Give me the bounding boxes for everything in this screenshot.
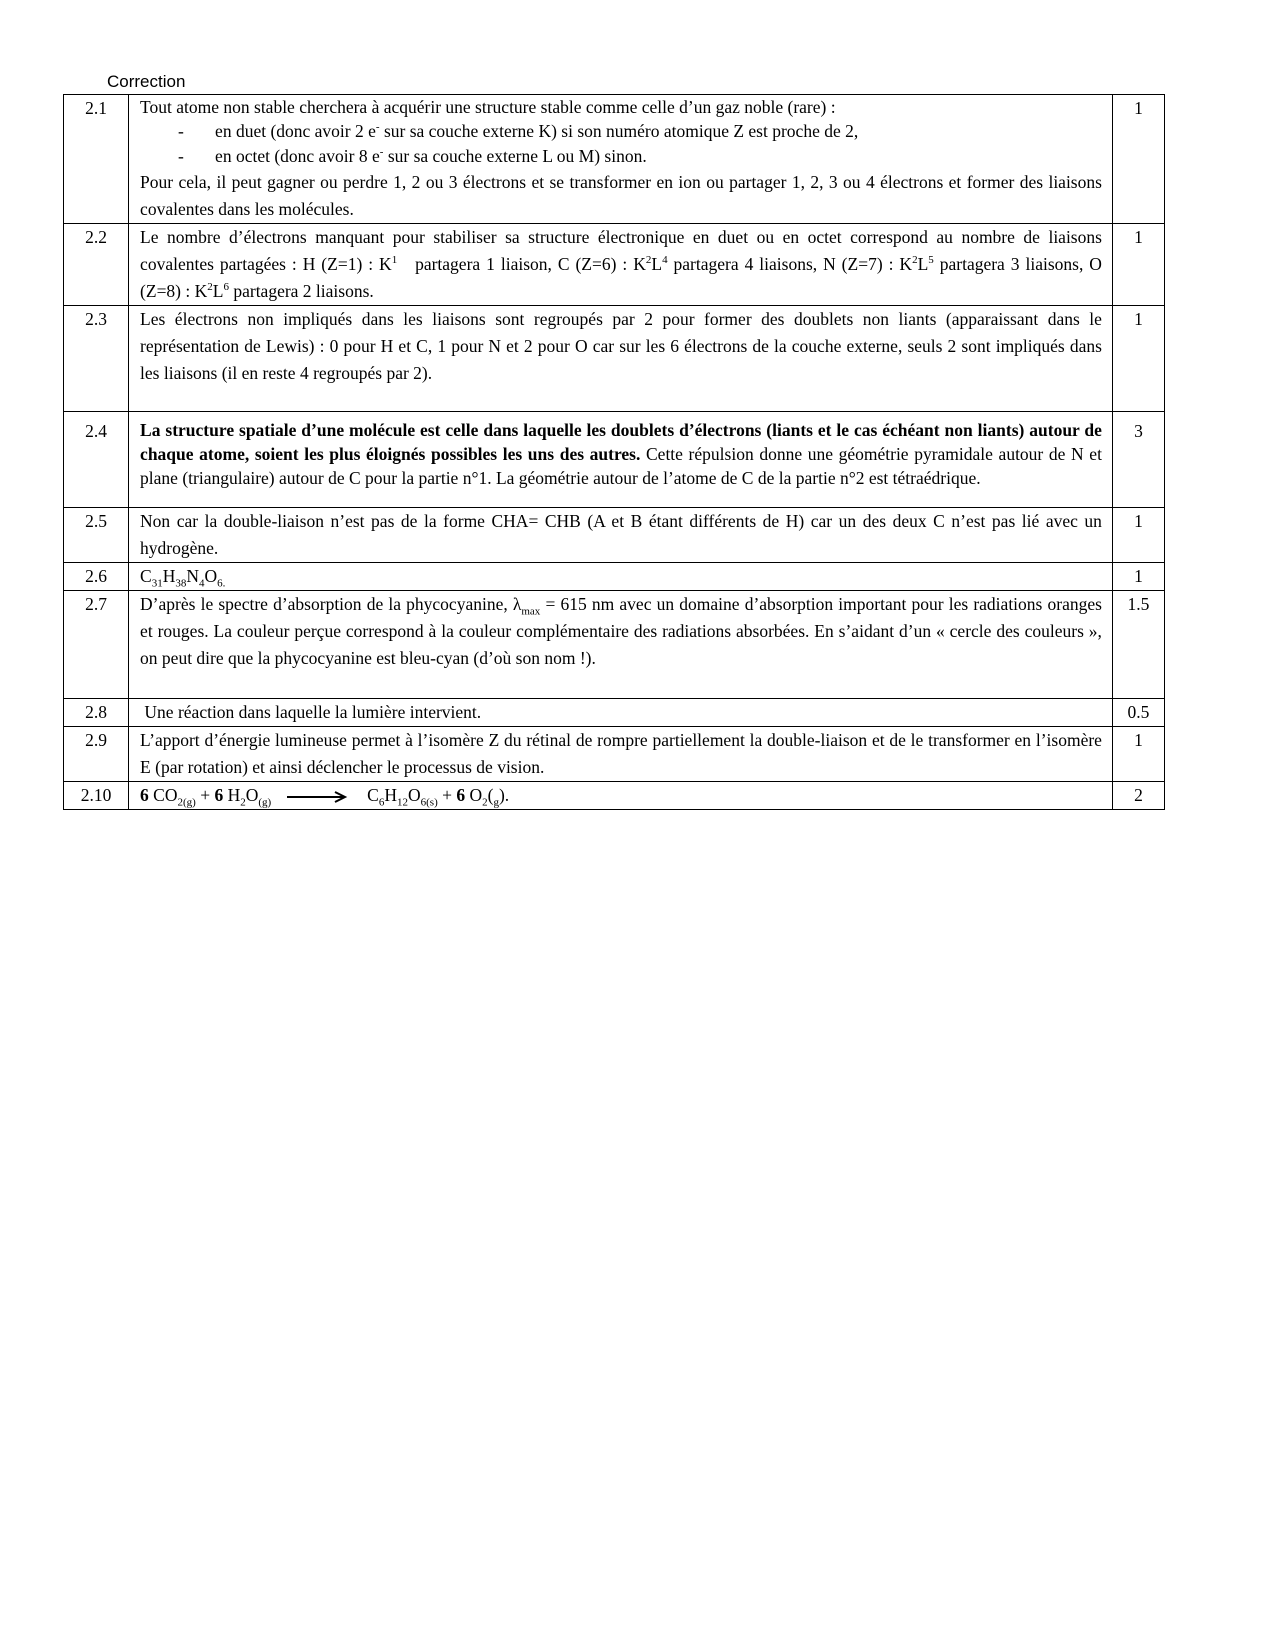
table-row	[64, 508, 1165, 563]
question-number: 2.9	[64, 727, 129, 782]
question-number: 2.3	[64, 306, 129, 412]
bullet-text: en octet (donc avoir 8 e	[215, 146, 380, 166]
answer-text: Une réaction dans laquelle la lumière intervient.	[129, 699, 1113, 727]
table-row	[64, 412, 1165, 508]
answer-rest: Cette répulsion donne une géométrie pyramidale autour de N et plane (triangulaire) autour de C pour la partie n°1. La géométrie autour de l’atome de C de la partie n°2 est tétraédrique.	[140, 444, 1102, 488]
points-value: 1	[1112, 563, 1164, 591]
bullet-text: sur sa couche externe L ou M) sinon.	[383, 146, 647, 166]
list-item	[140, 144, 1102, 169]
points-value: 1	[1112, 508, 1164, 563]
points-value: 1	[1112, 95, 1164, 224]
dash-marker: -	[178, 121, 184, 141]
answer-text: Les électrons non impliqués dans les liaisons sont regroupés par 2 pour former des doublets non liants (apparaissant dans le représentation de Lewis) : 0 pour H et C, 1 pour N et 2 pour O car sur les 6 électrons de la couche externe, seuls 2 sont impliqués dans les liaisons (il en reste 4 regroupés par 2).	[129, 306, 1113, 412]
answer-text: L’apport d’énergie lumineuse permet à l’isomère Z du rétinal de rompre partiellement la double-liaison et de le transformer en l’isomère E (par rotation) et ainsi déclencher le processus de vision.	[129, 727, 1113, 782]
dash-marker: -	[178, 146, 184, 166]
answer-text: Le nombre d’électrons manquant pour stabiliser sa structure électronique en duet ou en octet correspond au nombre de liaisons covalentes partagées : H (Z=1) : $K^1$ partagera 1 liaison, C (Z=6) : $K^2L^4$ partagera 4 liaisons, N (Z=7) : $K^2L^5$ partagera 3 liaisons, O (Z=8) : $K^2L^6$ partagera 2 liaisons.	[129, 224, 1113, 306]
superscript: -	[379, 146, 384, 159]
table-row	[64, 727, 1165, 782]
question-number: 2.4	[64, 412, 129, 508]
question-number: 2.10	[64, 782, 129, 810]
reaction-arrow-icon	[287, 791, 349, 803]
bold-statement: La structure spatiale d’une molécule est celle dans laquelle les doublets d’électrons (liants et le cas échéant non liants) autour de chaque atome, soient les plus éloignés possibles les uns des autres.	[140, 420, 1102, 464]
answer-intro: Tout atome non stable cherchera à acquérir une structure stable comme celle d’un gaz noble (rare) :	[140, 97, 836, 117]
answer-outro: Pour cela, il peut gagner ou perdre 1, 2 ou 3 électrons et se transformer en ion ou partager 1, 2, 3 ou 4 électrons et former des liaisons covalentes dans les molécules.	[140, 172, 1102, 219]
answer-text: Non car la double-liaison n’est pas de la forme CHA= CHB (A et B étant différents de H) car un des deux C n’est pas lié avec un hydrogène.	[129, 508, 1113, 563]
points-value: 1	[1112, 727, 1164, 782]
list-item	[140, 119, 1102, 144]
correction-table	[63, 94, 1165, 810]
points-value: 1.5	[1112, 591, 1164, 699]
answer-formula: $C_{31}H_{38}N_4O_{6.}$	[129, 563, 1113, 591]
question-number: 2.1	[64, 95, 129, 224]
points-value: 1	[1112, 224, 1164, 306]
answer-text: D’après le spectre d’absorption de la phycocyanine, $\lambda_{max} = 615$ nm avec un domaine d’absorption important pour les radiations oranges et rouges. La couleur perçue correspond à la couleur complémentaire des radiations absorbées. En s’aidant d’un « cercle des couleurs », on peut dire que la phycocyanine est bleu-cyan (d’où son nom !).	[129, 591, 1113, 699]
points-value: 2	[1112, 782, 1164, 810]
question-number: 2.6	[64, 563, 129, 591]
table-row	[64, 591, 1165, 699]
bullet-text: sur sa couche externe K) si son numéro atomique Z est proche de 2,	[379, 121, 859, 141]
page-heading: Correction	[107, 72, 186, 91]
question-number: 2.2	[64, 224, 129, 306]
question-number: 2.8	[64, 699, 129, 727]
points-value: 0.5	[1112, 699, 1164, 727]
superscript: -	[375, 121, 380, 134]
table-row	[64, 563, 1165, 591]
points-value: 1	[1112, 306, 1164, 412]
answer-text	[129, 95, 1113, 224]
table-row	[64, 224, 1165, 306]
table-row	[64, 95, 1165, 224]
table-row	[64, 699, 1165, 727]
bullet-text: en duet (donc avoir 2 e	[215, 121, 376, 141]
chemical-equation: 6 $CO_{2(g)} + 6$ $H_2O_{(g)}$ $C_6H_{12}O_{6(s)} + 6$ $O_2(_g)$.	[129, 782, 1113, 810]
question-number: 2.7	[64, 591, 129, 699]
table-row	[64, 306, 1165, 412]
answer-text	[129, 412, 1113, 508]
question-number: 2.5	[64, 508, 129, 563]
table-row	[64, 782, 1165, 810]
points-value: 3	[1112, 412, 1164, 508]
